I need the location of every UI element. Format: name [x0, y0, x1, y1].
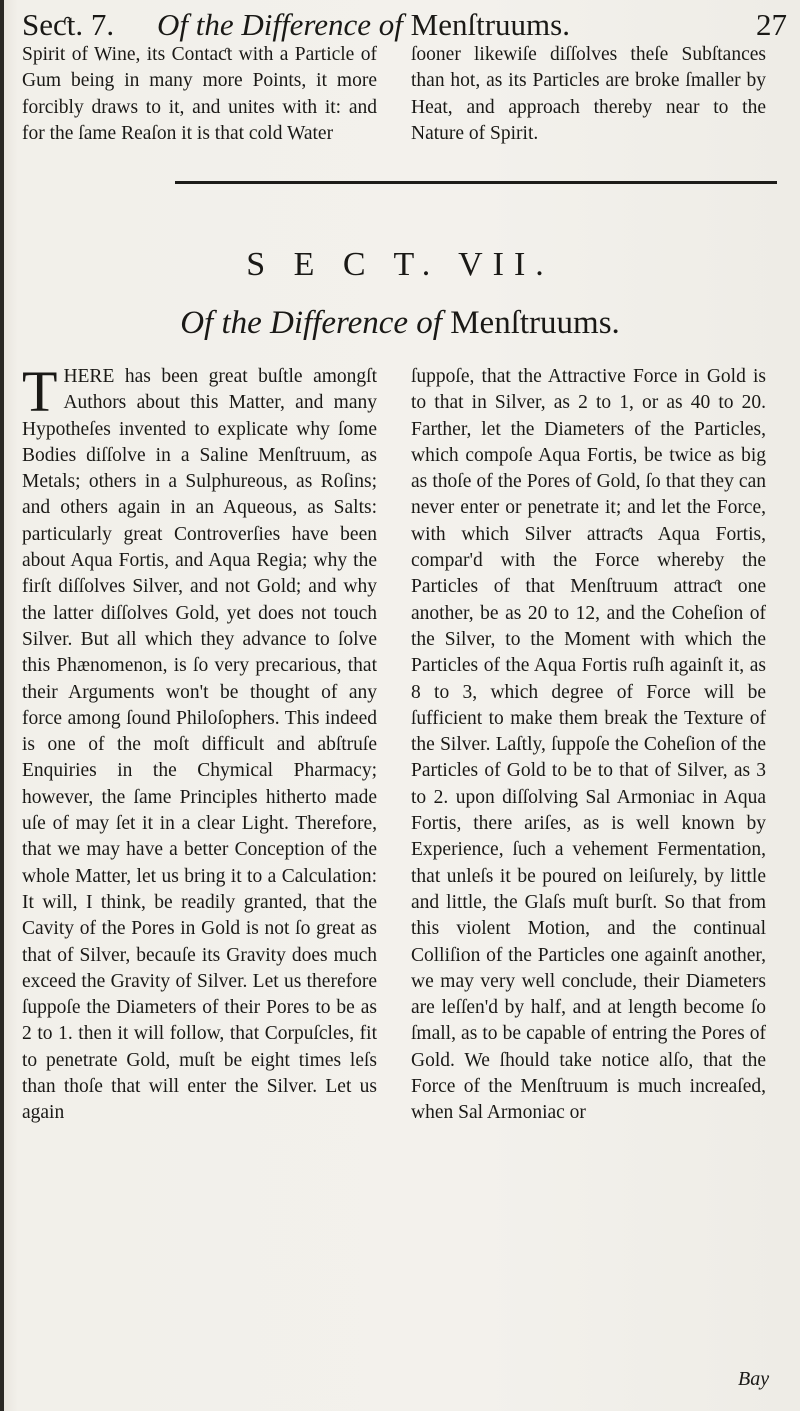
main-column-left: [22, 359, 377, 1127]
main-paragraph-right: ſuppoſe, that the Attractive Force in Gold is to that in Silver, as 2 to 1, or as 40 to 20. Farther, let the Diameters of the Particles, which compoſe Aqua Fortis, be twice as big as thoſe of the Pores of Gold, ſo that they can never enter or penetrate it; and let the Force, with which Silver attraƈts Aqua Fortis, compar'd with the Force whereby the Particles of that Menſtruum attraƈt one another, be as 20 to 12, and the Coheſion of the Silver, to the Moment with which the Particles of the Aqua Fortis ruſh againſt it, as 8 to 3, which degree of Force will be ſufficient to make them break the Texture of the Silver. Laſtly, ſuppoſe the Coheſion of the Particles of Gold to be to that of Silver, as 3 to 2. upon diſſolving Sal Armoniac in Aqua Fortis, there ariſes, as is well known by Experience, ſuch a vehement Fermentation, that unleſs it be poured on leiſurely, by little and little, the Glaſs muſt burſt. So that from this violent Motion, and the continual Colliſion of the Particles one againſt another, we may very well conclude, their Diameters are leſſen'd by half, and at length become ſo ſmall, as to be capable of entring the Pores of Gold. We ſhould take notice alſo, that the Force of the Menſtruum is much increaſed, when Sal Armoniac or: [411, 366, 766, 1124]
carryover-paragraph-right: ſooner likewiſe diſſolves theſe Subſtances than hot, as its Particles are broke ſmaller by Heat, and approach thereby near to the Nature of Spirit.: [411, 44, 766, 144]
carryover-paragraph-left: Spirit of Wine, its Contaƈt with a Particle of Gum being in many more Points, it more forcibly draws to it, and unites with it: and for the ſame Reaſon it is that cold Water: [22, 44, 377, 144]
carryover-text-left: [22, 42, 377, 147]
drop-cap: T: [22, 359, 58, 424]
section-heading: S E C T. VII.: [246, 246, 554, 283]
main-column-right: [411, 364, 766, 1127]
section-subtitle: [0, 303, 800, 343]
page-binding-edge: [0, 0, 4, 1411]
section-subtitle-italic: Of the Difference of: [180, 305, 442, 341]
main-paragraph-left-text: HERE has been great buſtle amongſt Authors about this Matter, and many Hypotheſes invented to explicate why ſome Bodies diſſolve in a Saline Menſtruum, as Metals; others in a Sulphureous, as Roſins; and others again in an Aqueous, as Salts: particularly great Controverſies have been about Aqua Fortis, and Aqua Regia; why the firſt diſſolves Silver, and not Gold; and why the latter diſſolves Gold, yet does not touch Silver. But all which they advance to ſolve this Phænomenon, is ſo very precarious, that their Arguments won't be thought of any force among ſound Philoſophers. This indeed is one of the moſt difficult and abſtruſe Enquiries in the Chymical Pharmacy; however, the ſame Principles hitherto made uſe of may ſet it in a clear Light. Therefore, that we may have a better Conception of the whole Matter, let us bring it to a Calculation: It will, I think, be readily granted, that the Cavity of the Pores in Gold is not ſo great as that of Silver, becauſe its Gravity does much exceed the Gravity of Silver. Let us therefore ſuppoſe the Diameters of their Pores to be as 2 to 1. then it will follow, that Corpuſcles, fit to penetrate Gold, muſt be eight times leſs than thoſe that will enter the Silver. Let us again: [22, 366, 377, 1124]
running-head-section: Seƈt. 7.: [22, 7, 115, 42]
carryover-text-right: [411, 42, 766, 147]
catchword: Bay: [738, 1368, 770, 1390]
section-subtitle-roman: Menſtruums.: [450, 305, 620, 341]
page-number: 27: [756, 7, 787, 42]
running-head-title-roman: Menſtruums.: [410, 7, 570, 42]
main-paragraph-left: [22, 359, 377, 1127]
section-divider-rule: [175, 181, 777, 184]
running-head-title-italic: Of the Difference of: [157, 7, 403, 42]
